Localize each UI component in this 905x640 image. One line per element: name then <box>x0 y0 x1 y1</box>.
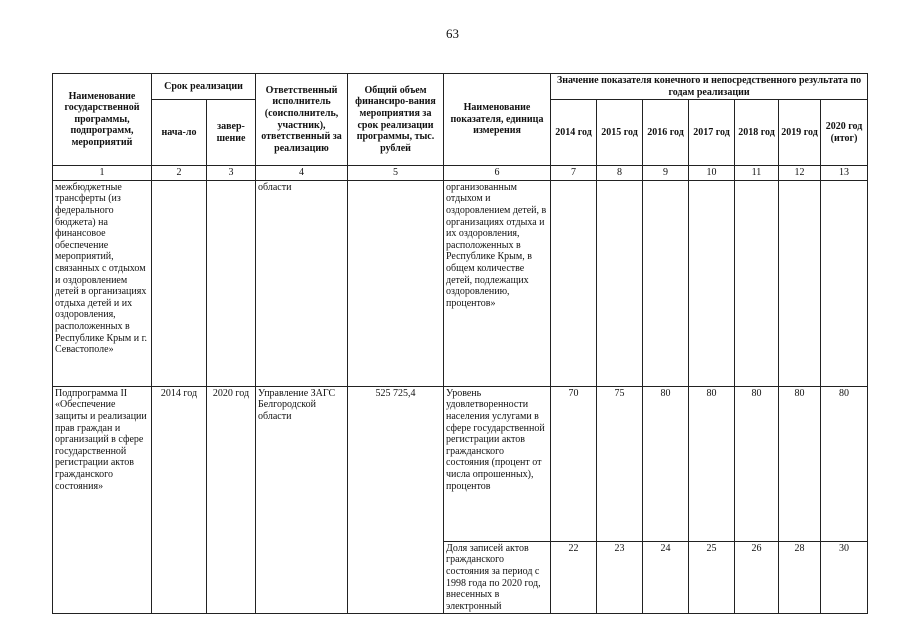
column-number: 10 <box>689 166 735 181</box>
column-number: 8 <box>597 166 643 181</box>
row-financing: 525 725,4 <box>348 386 444 614</box>
header-year-2015: 2015 год <box>597 100 643 166</box>
header-indicator: Наименование показателя, единица измерения <box>444 74 551 166</box>
column-number: 2 <box>152 166 207 181</box>
row-value-2016: 24 <box>643 541 689 614</box>
header-year-2020: 2020 год (итог) <box>821 100 868 166</box>
row-value-2020: 80 <box>821 386 868 541</box>
column-number: 11 <box>735 166 779 181</box>
row-value-2014: 22 <box>551 541 597 614</box>
row-executor: области <box>256 180 348 386</box>
row-value-2018: 80 <box>735 386 779 541</box>
row-value-2018 <box>735 180 779 386</box>
column-number: 12 <box>779 166 821 181</box>
header-term-start: нача-ло <box>152 100 207 166</box>
row-indicator: Уровень удовлетворенности населения услугами в сфере государственной регистрации актов гражданского состояния (процент от числа опрошенных), процентов <box>444 386 551 541</box>
table-row <box>53 180 868 386</box>
row-value-2019: 80 <box>779 386 821 541</box>
row-value-2017: 25 <box>689 541 735 614</box>
header-year-2016: 2016 год <box>643 100 689 166</box>
header-year-2014: 2014 год <box>551 100 597 166</box>
row-name: межбюджетные трансферты (из федерального бюджета) на финансовое обеспечение мероприятий, связанных с отдыхом и оздоровлением детей в организациях отдыха детей и их оздоровления, расположенных в Республике Крым и г. Севастополе» <box>53 180 152 386</box>
page-number: 63 <box>446 26 459 41</box>
row-financing <box>348 180 444 386</box>
table-row <box>53 386 868 541</box>
row-value-2014: 70 <box>551 386 597 541</box>
row-value-2020 <box>821 180 868 386</box>
column-number: 5 <box>348 166 444 181</box>
header-year-2017: 2017 год <box>689 100 735 166</box>
column-number: 13 <box>821 166 868 181</box>
header-row-1 <box>53 74 868 100</box>
row-value-2016: 80 <box>643 386 689 541</box>
row-value-2014 <box>551 180 597 386</box>
program-table <box>52 73 868 614</box>
row-value-2017 <box>689 180 735 386</box>
row-end: 2020 год <box>207 386 256 614</box>
header-financing: Общий объем финансиро-вания мероприятия за срок реализации программы, тыс. рублей <box>348 74 444 166</box>
row-value-2015: 75 <box>597 386 643 541</box>
header-term-end: завер-шение <box>207 100 256 166</box>
row-indicator: Доля записей актов гражданского состояния за период с 1998 года по 2020 год, внесенных в электронный <box>444 541 551 614</box>
row-value-2015: 23 <box>597 541 643 614</box>
subprogram-name: Подпрограмма II «Обеспечение защиты и реализации прав граждан и организаций в сфере государственной регистрации актов гражданского состояния» <box>53 386 152 614</box>
column-number: 6 <box>444 166 551 181</box>
row-end <box>207 180 256 386</box>
row-executor: Управление ЗАГС Белгородской области <box>256 386 348 614</box>
header-values-group: Значение показателя конечного и непосредственного результата по годам реализации <box>551 74 868 100</box>
row-value-2018: 26 <box>735 541 779 614</box>
row-indicator: организованным отдыхом и оздоровлением детей, в организациях отдыха и их оздоровления, расположенных в Республике Крым, в общем количестве детей, подлежащих оздоровлению, процентов» <box>444 180 551 386</box>
header-year-2019: 2019 год <box>779 100 821 166</box>
column-number: 3 <box>207 166 256 181</box>
row-start <box>152 180 207 386</box>
column-number: 1 <box>53 166 152 181</box>
row-value-2019: 28 <box>779 541 821 614</box>
header-program-name: Наименование государственной программы, подпрограмм, мероприятий <box>53 74 152 166</box>
row-value-2016 <box>643 180 689 386</box>
row-value-2019 <box>779 180 821 386</box>
column-number: 7 <box>551 166 597 181</box>
column-number: 9 <box>643 166 689 181</box>
row-value-2020: 30 <box>821 541 868 614</box>
column-numbers-row <box>53 166 868 181</box>
row-value-2015 <box>597 180 643 386</box>
column-number: 4 <box>256 166 348 181</box>
header-executor: Ответственный исполнитель (соисполнитель, участник), ответственный за реализацию <box>256 74 348 166</box>
header-term: Срок реализации <box>152 74 256 100</box>
row-start: 2014 год <box>152 386 207 614</box>
row-value-2017: 80 <box>689 386 735 541</box>
header-year-2018: 2018 год <box>735 100 779 166</box>
